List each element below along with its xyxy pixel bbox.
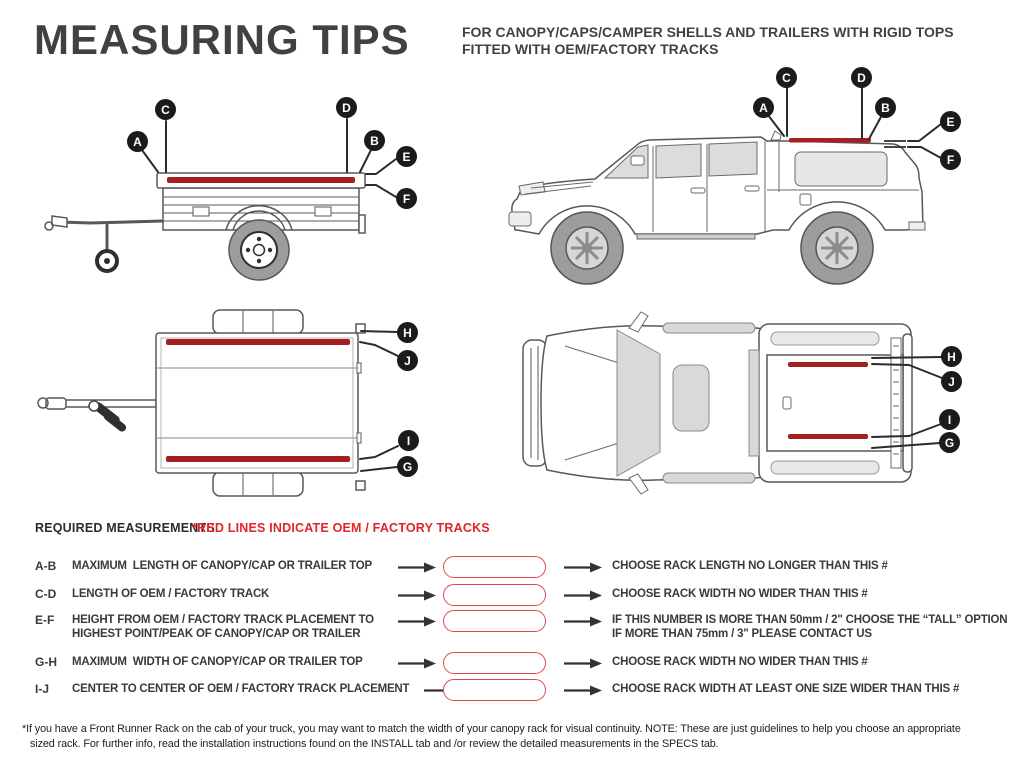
arrow-right-icon [564,590,602,601]
measurement-row-ef [0,609,1024,643]
row-description-line2: HIGHEST POINT/PEAK OF CANOPY/CAP OR TRAILER [72,628,361,640]
label-badge-c: C [776,67,797,88]
trailer-side-illustration [30,95,440,295]
arrow-right-icon [398,590,436,601]
oem-track-red-line [789,138,871,143]
label-badge-a: A [753,97,774,118]
row-key: A-B [35,559,57,573]
page-subtitle [462,24,954,58]
row-description: CENTER TO CENTER OF OEM / FACTORY TRACK PLACEMENT [72,683,410,695]
red-lines-legend-note: *RED LINES INDICATE OEM / FACTORY TRACKS [192,521,490,535]
label-badge-e: E [940,111,961,132]
footnote-line-2: sized rack. For further info, read the installation instructions found on the INSTALL tab and /or review the detailed measurements in the SPECS tab. [30,738,719,750]
measurement-value-pill [443,679,546,701]
label-badge-f: F [396,188,417,209]
label-badge-j: J [397,350,418,371]
label-badge-g: G [939,432,960,453]
truck-side-view [505,62,1024,300]
arrow-right-icon [398,562,436,573]
measurement-value-pill [443,584,546,606]
row-guidance: CHOOSE RACK WIDTH AT LEAST ONE SIZE WIDER THAN THIS # [612,683,960,695]
arrow-right-icon [564,616,602,627]
page-title: MEASURING TIPS [34,16,410,63]
row-description: HEIGHT FROM OEM / FACTORY TRACK PLACEMENT TO [72,614,374,626]
label-badge-b: B [364,130,385,151]
arrow-right-icon [564,685,602,696]
label-badge-c: C [155,99,176,120]
label-badge-f: F [940,149,961,170]
subtitle-line-1: FOR CANOPY/CAPS/CAMPER SHELLS AND TRAILERS WITH RIGID TOPS [462,24,954,40]
row-key: C-D [35,587,57,601]
truck-top-view [505,310,1024,515]
label-badge-d: D [851,67,872,88]
row-guidance-line2: IF MORE THAN 75mm / 3" PLEASE CONTACT US [612,628,872,640]
oem-track-red-line [167,177,355,183]
subtitle-line-2: FITTED WITH OEM/FACTORY TRACKS [462,41,719,57]
arrow-right-icon [564,658,602,669]
trailer-top-illustration [30,305,440,510]
arrow-right-icon [398,616,436,627]
trailer-side-view [30,95,440,295]
arrow-right-icon [564,562,602,573]
row-guidance: CHOOSE RACK LENGTH NO LONGER THAN THIS # [612,560,888,572]
row-guidance: CHOOSE RACK WIDTH NO WIDER THAN THIS # [612,656,868,668]
measurement-value-pill [443,652,546,674]
label-badge-i: I [398,430,419,451]
label-badge-d: D [336,97,357,118]
oem-track-red-line [166,456,350,462]
oem-track-red-line [788,434,868,439]
measurement-row-ij [0,678,1024,712]
row-guidance: CHOOSE RACK WIDTH NO WIDER THAN THIS # [612,588,868,600]
label-badge-h: H [397,322,418,343]
arrow-right-icon [398,658,436,669]
label-badge-g: G [397,456,418,477]
label-badge-i: I [939,409,960,430]
row-key: I-J [35,682,50,696]
section-title: REQUIRED MEASUREMENTS [35,521,215,535]
label-badge-e: E [396,146,417,167]
oem-track-red-line [166,339,350,345]
oem-track-red-line [788,362,868,367]
trailer-top-view [30,305,440,510]
row-description: LENGTH OF OEM / FACTORY TRACK [72,588,270,600]
label-badge-b: B [875,97,896,118]
measurement-value-pill [443,610,546,632]
measurement-value-pill [443,556,546,578]
row-key: E-F [35,613,55,627]
label-badge-j: J [941,371,962,392]
row-description: MAXIMUM WIDTH OF CANOPY/CAP OR TRAILER TOP [72,656,363,668]
row-key: G-H [35,655,57,669]
footnote-line-1: *If you have a Front Runner Rack on the cab of your truck, you may want to match the width of your canopy rack for visual continuity. NOTE: These are just guidelines to help you choose an appropriate [22,723,961,735]
row-description: MAXIMUM LENGTH OF CANOPY/CAP OR TRAILER TOP [72,560,373,572]
label-badge-h: H [941,346,962,367]
row-guidance: IF THIS NUMBER IS MORE THAN 50mm / 2" CHOOSE THE “TALL” OPTION [612,614,1008,626]
label-badge-a: A [127,131,148,152]
callout-pointer-lines [360,331,398,471]
